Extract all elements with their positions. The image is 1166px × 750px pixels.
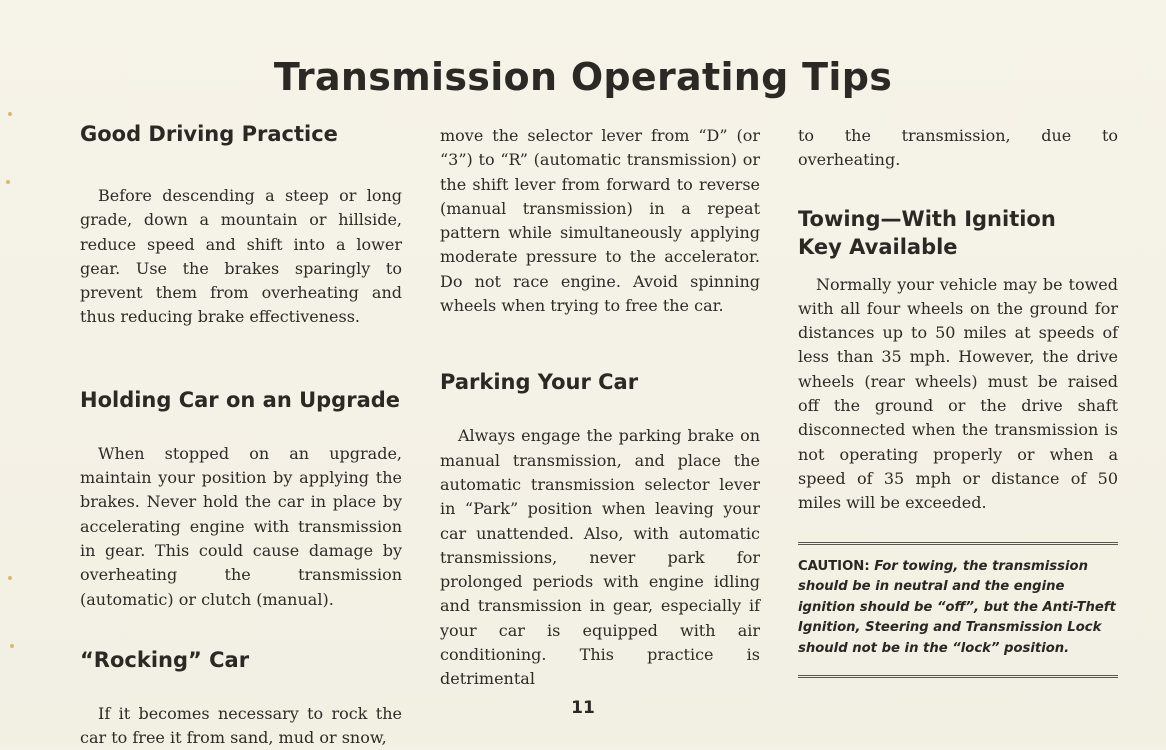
caution-top-rule — [798, 542, 1118, 545]
heading-holding-car-upgrade: Holding Car on an Upgrade — [80, 387, 401, 412]
page-title: Transmission Operating Tips — [273, 55, 893, 99]
rocking-car-text-part1: If it becomes necessary to rock the car to free it from sand, mud or snow, — [80, 703, 402, 748]
heading-good-driving-practice: Good Driving Practice — [80, 122, 338, 146]
caution-box — [798, 557, 1118, 660]
caution-text: For towing, the transmission should be in neutral and the engine ignition should be “off”, but the Anti-Theft Ignition, Steering and Transmission Lock should not be in the “lock” position. — [798, 558, 1116, 656]
parking-text-part2: to the transmission, due to overheating. — [798, 126, 1118, 170]
column-right — [798, 124, 1118, 678]
heading-towing-line1: Towing—With Ignition — [798, 206, 1056, 231]
heading-rocking-car: “Rocking” Car — [80, 647, 250, 672]
paper-speck — [10, 644, 14, 648]
paper-speck — [8, 576, 12, 580]
good-driving-text: Before descending a steep or long grade, down a mountain or hillside, reduce speed and shift into a lower gear. Use the brakes sparingly to prevent them from overheating and thus reducing brake effectiveness. — [80, 186, 402, 327]
column-left — [80, 120, 402, 750]
rocking-car-text-part2: move the selector lever from “D” (or “3”) to “R” (automatic transmission) or the shift lever from forward to reverse (manual transmission) in a repeat pattern while simultaneously applying moderate pressure to the accelerator. Do not race engine. Avoid spinning wheels when trying to free the car. — [440, 126, 760, 316]
parking-text-part1: Always engage the parking brake on manual transmission, and place the automatic transmission selector lever in “Park” position when leaving your car unattended. Also, with automatic transmissions, never park for prolonged periods with engine idling and transmission in gear, especially if your car is equipped with air conditioning. This practice is detrimental — [440, 426, 760, 689]
paper-speck — [8, 112, 12, 116]
heading-towing-line2: Key Available — [798, 234, 958, 259]
caution-bottom-rule — [798, 675, 1118, 678]
caution-label: CAUTION: — [798, 558, 870, 574]
paper-speck — [6, 180, 10, 184]
holding-car-text: When stopped on an upgrade, maintain your position by applying the brakes. Never hold the car in place by accelerating engine with transmission in gear. This could cause damage by overheating the transmission (automatic) or clutch (manual). — [80, 443, 402, 609]
column-middle — [440, 124, 760, 692]
heading-parking-your-car: Parking Your Car — [440, 370, 639, 395]
page-number: 11 — [571, 698, 595, 718]
towing-text: Normally your vehicle may be towed with all four wheels on the ground for distances up to 50 miles at speeds of less than 35 mph. However, the drive wheels (rear wheels) must be raised off the ground or the drive shaft disconnected when the transmission is not operating properly or when a speed of 35 mph or distance of 50 miles will be exceeded. — [798, 274, 1118, 513]
